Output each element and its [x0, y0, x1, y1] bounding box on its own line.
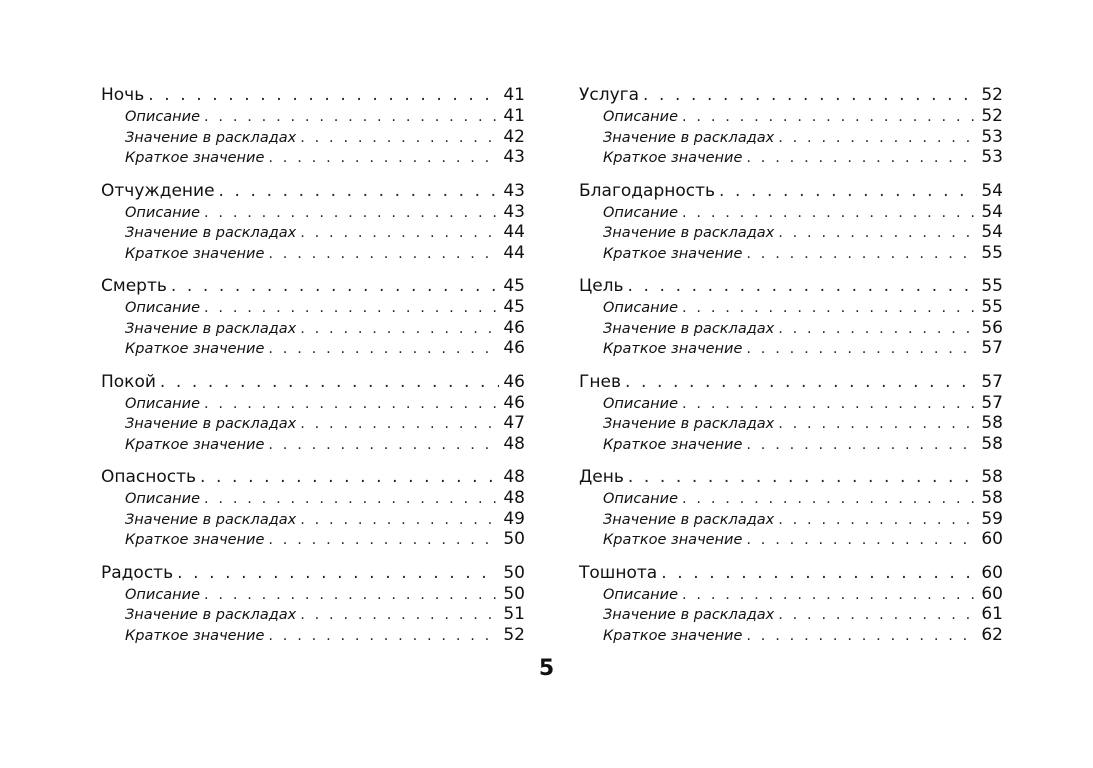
page-ref: 56: [981, 317, 1003, 338]
page-ref: 46: [503, 371, 525, 392]
page-ref: 55: [981, 276, 1003, 296]
subsection-label: Краткое значение: [603, 245, 743, 262]
dot-leader: [746, 626, 977, 647]
dot-leader: [778, 319, 977, 340]
dot-leader: [300, 223, 499, 244]
toc-subsection-line: [579, 393, 1003, 414]
subsection-label: Описание: [603, 395, 678, 412]
toc-subsection-line: [101, 625, 525, 646]
subsection-label: Краткое значение: [125, 341, 265, 357]
page-ref: 46: [503, 338, 525, 358]
dot-leader: [177, 563, 499, 584]
dot-leader: [682, 203, 977, 224]
toc-subsection-line: [579, 413, 1003, 434]
section-title: Благодарность: [579, 180, 716, 201]
dot-leader: [204, 585, 499, 606]
subsection-label: Описание: [603, 109, 678, 125]
toc-entry: [579, 276, 1003, 359]
page-ref: 45: [503, 276, 525, 296]
toc-subsection-line: [101, 243, 525, 264]
toc-subsection-line: [579, 243, 1003, 264]
dot-leader: [778, 510, 977, 531]
toc-entry: [579, 372, 1003, 455]
toc-entry: [101, 181, 525, 264]
dot-leader: [204, 203, 499, 224]
subsection-label: Краткое значение: [603, 150, 743, 166]
toc-subsection-line: [579, 318, 1003, 339]
page-ref: 52: [981, 85, 1003, 105]
page-number: 5: [538, 656, 555, 681]
page-ref: 49: [503, 508, 525, 529]
dot-leader: [268, 148, 499, 169]
toc-subsection-line: [579, 604, 1003, 625]
section-title: Смерть: [101, 276, 167, 296]
dot-leader: [200, 467, 499, 488]
toc-subsection-line: [101, 584, 525, 605]
page-ref: 48: [503, 433, 525, 454]
section-title: День: [579, 467, 624, 487]
dot-leader: [746, 435, 977, 456]
page-ref: 62: [981, 624, 1003, 645]
toc-entry: [579, 181, 1003, 264]
page-ref: 43: [503, 201, 525, 222]
toc-subsection-line: [101, 393, 525, 414]
toc-subsection-line: [579, 222, 1003, 243]
subsection-label: Значение в раскладах: [603, 416, 775, 432]
subsection-label: Значение в раскладах: [603, 511, 775, 528]
page-ref: 57: [981, 338, 1003, 358]
toc-entry: [101, 467, 525, 550]
toc-subsection-line: [101, 338, 525, 359]
section-title: Гнев: [579, 371, 621, 392]
page-ref: 53: [981, 147, 1003, 167]
toc-subsection-line: [101, 509, 525, 530]
subsection-label: Описание: [125, 586, 200, 603]
toc-section-line: [579, 85, 1003, 106]
page-ref: 50: [503, 529, 525, 549]
page-ref: 44: [503, 242, 525, 263]
toc-subsection-line: [101, 202, 525, 223]
page-ref: 55: [981, 297, 1003, 317]
toc-section-line: [579, 563, 1003, 584]
dot-leader: [746, 148, 977, 169]
section-title: Опасность: [101, 467, 197, 487]
subsection-label: Описание: [603, 204, 678, 221]
subsection-label: Описание: [125, 204, 200, 221]
toc-subsection-line: [579, 529, 1003, 550]
dot-leader: [300, 128, 499, 149]
toc-entry: [101, 85, 525, 168]
toc-subsection-line: [579, 106, 1003, 127]
dot-leader: [268, 435, 499, 456]
dot-leader: [628, 276, 977, 297]
subsection-label: Значение в раскладах: [603, 225, 775, 241]
dot-leader: [204, 107, 499, 128]
page-ref: 57: [981, 371, 1003, 392]
subsection-label: Значение в раскладах: [125, 129, 297, 146]
toc-section-line: [101, 276, 525, 297]
page-ref: 48: [503, 488, 525, 508]
dot-leader: [682, 298, 977, 319]
page-ref: 43: [503, 180, 525, 201]
page-ref: 46: [503, 317, 525, 338]
page-ref: 59: [981, 508, 1003, 529]
subsection-label: Значение в раскладах: [125, 607, 297, 623]
toc-section-line: [101, 563, 525, 584]
page-ref: 52: [503, 624, 525, 645]
page-ref: 53: [981, 126, 1003, 147]
page-ref: 55: [981, 242, 1003, 263]
page-ref: 41: [503, 106, 525, 126]
dot-leader: [219, 181, 499, 202]
toc-section-line: [579, 467, 1003, 488]
toc-section-line: [101, 85, 525, 106]
toc-entry: [579, 563, 1003, 646]
subsection-label: Краткое значение: [125, 627, 265, 644]
dot-leader: [204, 394, 499, 415]
toc-subsection-line: [101, 318, 525, 339]
toc-entry: [579, 85, 1003, 168]
toc-subsection-line: [579, 488, 1003, 509]
toc-subsection-line: [579, 509, 1003, 530]
page-ref: 45: [503, 297, 525, 317]
page-ref: 58: [981, 488, 1003, 508]
toc-subsection-line: [101, 222, 525, 243]
subsection-label: Описание: [603, 491, 678, 507]
page-ref: 43: [503, 147, 525, 167]
subsection-label: Значение в раскладах: [603, 320, 775, 337]
dot-leader: [746, 530, 977, 551]
dot-leader: [300, 414, 499, 435]
dot-leader: [746, 244, 977, 265]
toc-column-right: [579, 85, 1003, 658]
section-title: Цель: [579, 276, 624, 296]
dot-leader: [268, 339, 499, 360]
page-ref: 61: [981, 604, 1003, 624]
page-ref: 58: [981, 413, 1003, 433]
dot-leader: [625, 372, 977, 393]
page-ref: 57: [981, 392, 1003, 413]
dot-leader: [300, 605, 499, 626]
page-ref: 54: [981, 180, 1003, 201]
dot-leader: [268, 626, 499, 647]
page-ref: 60: [981, 529, 1003, 549]
toc-subsection-line: [101, 297, 525, 318]
section-title: Услуга: [579, 85, 639, 105]
subsection-label: Краткое значение: [603, 532, 743, 548]
dot-leader: [643, 85, 977, 106]
subsection-label: Краткое значение: [125, 532, 265, 548]
dot-leader: [300, 510, 499, 531]
toc-subsection-line: [101, 604, 525, 625]
subsection-label: Значение в раскладах: [125, 225, 297, 241]
toc-section-line: [101, 467, 525, 488]
toc-subsection-line: [579, 625, 1003, 646]
dot-leader: [778, 605, 977, 626]
toc-subsection-line: [101, 434, 525, 455]
toc-subsection-line: [579, 584, 1003, 605]
dot-leader: [682, 585, 977, 606]
subsection-label: Краткое значение: [603, 341, 743, 357]
toc-subsection-line: [579, 202, 1003, 223]
subsection-label: Краткое значение: [125, 150, 265, 166]
toc-entry: [101, 372, 525, 455]
subsection-label: Значение в раскладах: [603, 607, 775, 623]
toc-column-left: [101, 85, 525, 658]
toc-entry: [101, 563, 525, 646]
toc-subsection-line: [579, 147, 1003, 168]
page-ref: 42: [503, 126, 525, 147]
dot-leader: [171, 276, 499, 297]
page-ref: 48: [503, 467, 525, 487]
dot-leader: [300, 319, 499, 340]
dot-leader: [719, 181, 977, 202]
dot-leader: [746, 339, 977, 360]
toc-subsection-line: [101, 147, 525, 168]
dot-leader: [682, 107, 977, 128]
section-title: Радость: [101, 562, 174, 583]
subsection-label: Значение в раскладах: [125, 511, 297, 528]
toc-subsection-line: [579, 338, 1003, 359]
subsection-label: Краткое значение: [125, 436, 265, 453]
toc-subsection-line: [101, 529, 525, 550]
section-title: Покой: [101, 371, 156, 392]
dot-leader: [148, 85, 499, 106]
subsection-label: Значение в раскладах: [125, 416, 297, 432]
page-ref: 60: [981, 583, 1003, 604]
page-ref: 41: [503, 85, 525, 105]
subsection-label: Краткое значение: [603, 436, 743, 453]
page-ref: 47: [503, 413, 525, 433]
toc-section-line: [101, 181, 525, 202]
dot-leader: [778, 128, 977, 149]
dot-leader: [778, 223, 977, 244]
subsection-label: Описание: [603, 300, 678, 316]
subsection-label: Краткое значение: [603, 627, 743, 644]
dot-leader: [682, 489, 977, 510]
subsection-label: Описание: [125, 491, 200, 507]
dot-leader: [628, 467, 977, 488]
toc-subsection-line: [101, 488, 525, 509]
page-ref: 50: [503, 562, 525, 583]
page-ref: 46: [503, 392, 525, 413]
toc-entry: [101, 276, 525, 359]
subsection-label: Описание: [125, 109, 200, 125]
page-ref: 50: [503, 583, 525, 604]
toc-section-line: [579, 372, 1003, 393]
dot-leader: [204, 298, 499, 319]
toc-subsection-line: [101, 413, 525, 434]
page-ref: 52: [981, 106, 1003, 126]
page-ref: 60: [981, 562, 1003, 583]
dot-leader: [268, 530, 499, 551]
toc-entry: [579, 467, 1003, 550]
page-ref: 54: [981, 201, 1003, 222]
subsection-label: Описание: [125, 300, 200, 316]
page-ref: 51: [503, 604, 525, 624]
dot-leader: [661, 563, 977, 584]
dot-leader: [160, 372, 499, 393]
toc-subsection-line: [101, 127, 525, 148]
section-title: Отчуждение: [101, 180, 215, 201]
toc-subsection-line: [579, 127, 1003, 148]
dot-leader: [268, 244, 499, 265]
toc-subsection-line: [101, 106, 525, 127]
dot-leader: [204, 489, 499, 510]
subsection-label: Описание: [603, 586, 678, 603]
subsection-label: Описание: [125, 395, 200, 412]
page-ref: 58: [981, 433, 1003, 454]
toc-section-line: [579, 276, 1003, 297]
toc-section-line: [101, 372, 525, 393]
subsection-label: Краткое значение: [125, 245, 265, 262]
dot-leader: [778, 414, 977, 435]
page-ref: 54: [981, 222, 1003, 242]
dot-leader: [682, 394, 977, 415]
subsection-label: Значение в раскладах: [125, 320, 297, 337]
page-ref: 58: [981, 467, 1003, 487]
toc-section-line: [579, 181, 1003, 202]
toc-subsection-line: [579, 434, 1003, 455]
page-ref: 44: [503, 222, 525, 242]
subsection-label: Значение в раскладах: [603, 129, 775, 146]
section-title: Тошнота: [579, 562, 658, 583]
toc-subsection-line: [579, 297, 1003, 318]
section-title: Ночь: [101, 85, 145, 105]
